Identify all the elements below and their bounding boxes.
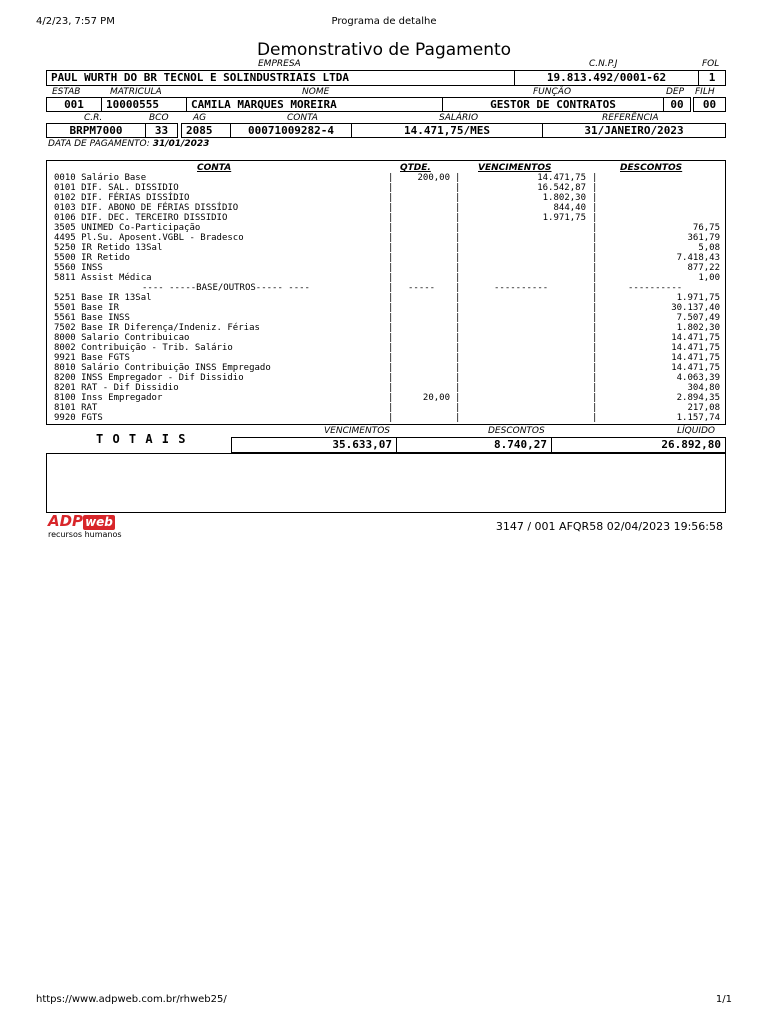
column-separator: | bbox=[592, 263, 598, 273]
base-row-conta: 8010 Salário Contribuição INSS Empregado bbox=[54, 363, 271, 373]
base-row-descontos: 30.137,40 bbox=[671, 303, 720, 313]
column-separator: | bbox=[592, 383, 598, 393]
row-conta: 0103 DIF. ABONO DE FÉRIAS DISSÍDIO bbox=[54, 203, 239, 213]
column-separator: | bbox=[592, 273, 598, 283]
base-row-descontos: 4.063,39 bbox=[676, 373, 720, 383]
row-conta: 0102 DIF. FÉRIAS DISSÍDIO bbox=[54, 193, 190, 203]
row-vencimentos: 844,40 bbox=[553, 203, 586, 213]
column-separator: | bbox=[455, 393, 461, 403]
row-vencimentos: 1.802,30 bbox=[542, 193, 586, 203]
row-conta: 5500 IR Retido bbox=[54, 253, 130, 263]
column-separator: | bbox=[455, 263, 461, 273]
column-separator: | bbox=[388, 253, 394, 263]
row-vencimentos: 14.471,75 bbox=[537, 173, 586, 183]
column-separator: | bbox=[592, 233, 598, 243]
column-separator: | bbox=[455, 413, 461, 423]
column-separator: | bbox=[592, 393, 598, 403]
base-row-conta: 5251 Base IR 13Sal bbox=[54, 293, 152, 303]
column-separator: | bbox=[592, 363, 598, 373]
referencia-label: REFERÊNCIA bbox=[602, 113, 659, 123]
base-row-descontos: 14.471,75 bbox=[671, 363, 720, 373]
column-separator: | bbox=[388, 243, 394, 253]
fol-value: 1 bbox=[698, 70, 726, 86]
base-row-conta: 8200 INSS Empregador - Dif Dissidio bbox=[54, 373, 244, 383]
funcao-label: FUNÇÃO bbox=[533, 87, 572, 97]
row-descontos: 7.418,43 bbox=[676, 253, 720, 263]
column-separator: | bbox=[388, 183, 394, 193]
print-page-title: Programa de detalhe bbox=[331, 16, 437, 27]
empresa-value: PAUL WURTH DO BR TECNOL E SOLINDUSTRIAIS LTDA bbox=[46, 70, 515, 86]
col-header-vencimentos: VENCIMENTOS bbox=[478, 163, 552, 173]
column-separator: | bbox=[388, 293, 394, 303]
row-descontos: 5,08 bbox=[698, 243, 720, 253]
conta-label: CONTA bbox=[287, 113, 318, 123]
column-separator: | bbox=[455, 293, 461, 303]
column-separator: | bbox=[388, 303, 394, 313]
ag-label: AG bbox=[193, 113, 207, 123]
payment-date-label: DATA DE PAGAMENTO: bbox=[48, 139, 150, 149]
column-separator: | bbox=[592, 283, 598, 293]
row-conta: 3505 UNIMED Co-Participação bbox=[54, 223, 201, 233]
column-separator: | bbox=[388, 193, 394, 203]
notes-box bbox=[46, 453, 726, 513]
base-row-descontos: 1.157,74 bbox=[676, 413, 720, 423]
column-separator: | bbox=[388, 173, 394, 183]
totals-vencimentos: 35.633,07 bbox=[231, 437, 397, 453]
column-separator: | bbox=[455, 203, 461, 213]
column-separator: | bbox=[388, 273, 394, 283]
row-descontos: 1,00 bbox=[698, 273, 720, 283]
column-separator: | bbox=[455, 233, 461, 243]
column-separator: | bbox=[592, 403, 598, 413]
base-row-conta: 8000 Salario Contribuicao bbox=[54, 333, 190, 343]
filh-value: 00 bbox=[693, 97, 726, 112]
row-vencimentos: 16.542,87 bbox=[537, 183, 586, 193]
print-datetime: 4/2/23, 7:57 PM bbox=[36, 16, 115, 27]
base-row-descontos: 7.507,49 bbox=[676, 313, 720, 323]
col-header-descontos: DESCONTOS bbox=[620, 163, 683, 173]
base-row-descontos: 14.471,75 bbox=[671, 353, 720, 363]
row-conta: 5560 INSS bbox=[54, 263, 103, 273]
column-separator: | bbox=[592, 173, 598, 183]
column-separator: | bbox=[455, 183, 461, 193]
column-separator: | bbox=[592, 373, 598, 383]
column-separator: | bbox=[592, 333, 598, 343]
referencia-value: 31/JANEIRO/2023 bbox=[542, 123, 726, 138]
column-separator: | bbox=[388, 283, 394, 293]
salario-value: 14.471,75/MES bbox=[351, 123, 543, 138]
base-row-descontos: 14.471,75 bbox=[671, 343, 720, 353]
base-row-conta: 9920 FGTS bbox=[54, 413, 103, 423]
column-separator: | bbox=[455, 173, 461, 183]
column-separator: | bbox=[388, 373, 394, 383]
bco-value: 33 bbox=[145, 123, 178, 138]
matricula-value: 10000555 bbox=[101, 97, 187, 112]
column-separator: | bbox=[455, 273, 461, 283]
column-separator: | bbox=[388, 383, 394, 393]
row-vencimentos: 1.971,75 bbox=[542, 213, 586, 223]
column-separator: | bbox=[592, 353, 598, 363]
nome-label: NOME bbox=[302, 87, 330, 97]
adp-logo bbox=[48, 514, 122, 539]
base-row-conta: 5561 Base INSS bbox=[54, 313, 130, 323]
fol-label: FOL bbox=[702, 59, 720, 69]
column-separator: | bbox=[388, 213, 394, 223]
column-separator: | bbox=[388, 333, 394, 343]
totals-venc-label: VENCIMENTOS bbox=[324, 426, 390, 436]
column-separator: | bbox=[388, 343, 394, 353]
column-separator: | bbox=[455, 333, 461, 343]
column-separator: | bbox=[455, 253, 461, 263]
row-descontos: 76,75 bbox=[692, 223, 720, 233]
column-separator: | bbox=[592, 213, 598, 223]
column-separator: | bbox=[455, 213, 461, 223]
column-separator: | bbox=[592, 193, 598, 203]
conta-value: 00071009282-4 bbox=[230, 123, 352, 138]
empresa-label: EMPRESA bbox=[258, 59, 301, 69]
column-separator: | bbox=[388, 353, 394, 363]
column-separator: | bbox=[592, 243, 598, 253]
separator-conta: ---- -----BASE/OUTROS----- ---- bbox=[142, 283, 310, 293]
row-conta: 0106 DIF. DEC. TERCEIRO DISSIDIO bbox=[54, 213, 228, 223]
column-separator: | bbox=[455, 223, 461, 233]
column-separator: | bbox=[592, 223, 598, 233]
column-separator: | bbox=[455, 363, 461, 373]
column-separator: | bbox=[592, 253, 598, 263]
document-code: 3147 / 001 AFQR58 02/04/2023 19:56:58 bbox=[495, 520, 723, 533]
filh-label: FILH bbox=[695, 87, 715, 97]
base-row-conta: 8101 RAT bbox=[54, 403, 98, 413]
base-row-descontos: 1.971,75 bbox=[676, 293, 720, 303]
column-separator: | bbox=[455, 323, 461, 333]
column-separator: | bbox=[455, 343, 461, 353]
column-separator: | bbox=[388, 363, 394, 373]
column-separator: | bbox=[455, 313, 461, 323]
col-header-qtde: QTDE. bbox=[400, 163, 431, 173]
base-row-conta: 8100 Inss Empregador bbox=[54, 393, 163, 403]
cr-value: BRPM7000 bbox=[46, 123, 146, 138]
column-separator: | bbox=[455, 353, 461, 363]
base-row-descontos: 304,80 bbox=[687, 383, 720, 393]
cnpj-value: 19.813.492/0001-62 bbox=[514, 70, 699, 86]
base-row-conta: 5501 Base IR bbox=[54, 303, 120, 313]
column-separator: | bbox=[388, 263, 394, 273]
base-row-conta: 7502 Base IR Diferença/Indeniz. Férias bbox=[54, 323, 260, 333]
nome-value: CAMILA MARQUES MOREIRA bbox=[186, 97, 443, 112]
ag-value: 2085 bbox=[181, 123, 231, 138]
cnpj-label: C.N.P.J bbox=[589, 59, 618, 69]
payment-date bbox=[48, 139, 209, 149]
column-separator: | bbox=[592, 323, 598, 333]
matricula-label: MATRICULA bbox=[110, 87, 162, 97]
base-row-conta: 8201 RAT - Dif Dissidio bbox=[54, 383, 179, 393]
separator-descontos: ---------- bbox=[628, 283, 683, 293]
base-row-descontos: 14.471,75 bbox=[671, 333, 720, 343]
column-separator: | bbox=[388, 323, 394, 333]
row-conta: 4495 Pl.Su. Aposent.VGBL - Bradesco bbox=[54, 233, 244, 243]
column-separator: | bbox=[592, 413, 598, 423]
logo-brand: ADP bbox=[48, 512, 84, 530]
column-separator: | bbox=[592, 183, 598, 193]
totals-liquido: 26.892,80 bbox=[551, 437, 726, 453]
payment-date-value: 31/01/2023 bbox=[152, 139, 210, 149]
column-separator: | bbox=[388, 413, 394, 423]
dep-label: DEP bbox=[666, 87, 685, 97]
row-qtde: 200,00 bbox=[417, 173, 450, 183]
column-separator: | bbox=[388, 403, 394, 413]
print-page-counter: 1/1 bbox=[715, 994, 732, 1005]
column-separator: | bbox=[388, 393, 394, 403]
funcao-value: GESTOR DE CONTRATOS bbox=[442, 97, 664, 112]
base-row-qtde: 20,00 bbox=[422, 393, 450, 403]
salario-label: SALÁRIO bbox=[439, 113, 479, 123]
column-separator: | bbox=[388, 233, 394, 243]
row-conta: 5250 IR Retido 13Sal bbox=[54, 243, 163, 253]
totals-label: T O T A I S bbox=[96, 432, 187, 446]
bco-label: BCO bbox=[149, 113, 169, 123]
column-separator: | bbox=[592, 203, 598, 213]
column-separator: | bbox=[592, 293, 598, 303]
document-title: Demonstrativo de Pagamento bbox=[256, 40, 512, 60]
cr-label: C.R. bbox=[84, 113, 103, 123]
print-url: https://www.adpweb.com.br/rhweb25/ bbox=[36, 994, 227, 1005]
column-separator: | bbox=[455, 303, 461, 313]
column-separator: | bbox=[388, 223, 394, 233]
row-descontos: 361,79 bbox=[687, 233, 720, 243]
separator-qtde: ----- bbox=[408, 283, 436, 293]
row-descontos: 877,22 bbox=[687, 263, 720, 273]
logo-brand2: web bbox=[85, 515, 113, 529]
column-separator: | bbox=[592, 343, 598, 353]
estab-value: 001 bbox=[46, 97, 102, 112]
base-row-descontos: 2.894,35 bbox=[676, 393, 720, 403]
row-conta: 5811 Assist Médica bbox=[54, 273, 152, 283]
totals-desc-label: DESCONTOS bbox=[488, 426, 545, 436]
base-row-descontos: 1.802,30 bbox=[676, 323, 720, 333]
totals-liq-label: LÍQUIDO bbox=[677, 426, 716, 436]
col-header-conta: CONTA bbox=[197, 163, 232, 173]
column-separator: | bbox=[388, 203, 394, 213]
column-separator: | bbox=[592, 313, 598, 323]
base-row-descontos: 217,08 bbox=[687, 403, 720, 413]
separator-vencimentos: ---------- bbox=[494, 283, 549, 293]
column-separator: | bbox=[455, 193, 461, 203]
column-separator: | bbox=[388, 313, 394, 323]
row-conta: 0101 DIF. SAL. DISSIDIO bbox=[54, 183, 179, 193]
column-separator: | bbox=[455, 373, 461, 383]
totals-descontos: 8.740,27 bbox=[396, 437, 552, 453]
column-separator: | bbox=[455, 283, 461, 293]
column-separator: | bbox=[455, 403, 461, 413]
logo-subtitle: recursos humanos bbox=[48, 530, 122, 539]
base-row-conta: 8002 Contribuição - Trib. Salário bbox=[54, 343, 233, 353]
row-conta: 0010 Salário Base bbox=[54, 173, 147, 183]
estab-label: ESTAB bbox=[52, 87, 81, 97]
column-separator: | bbox=[455, 383, 461, 393]
column-separator: | bbox=[455, 243, 461, 253]
column-separator: | bbox=[592, 303, 598, 313]
base-row-conta: 9921 Base FGTS bbox=[54, 353, 130, 363]
dep-value: 00 bbox=[663, 97, 691, 112]
